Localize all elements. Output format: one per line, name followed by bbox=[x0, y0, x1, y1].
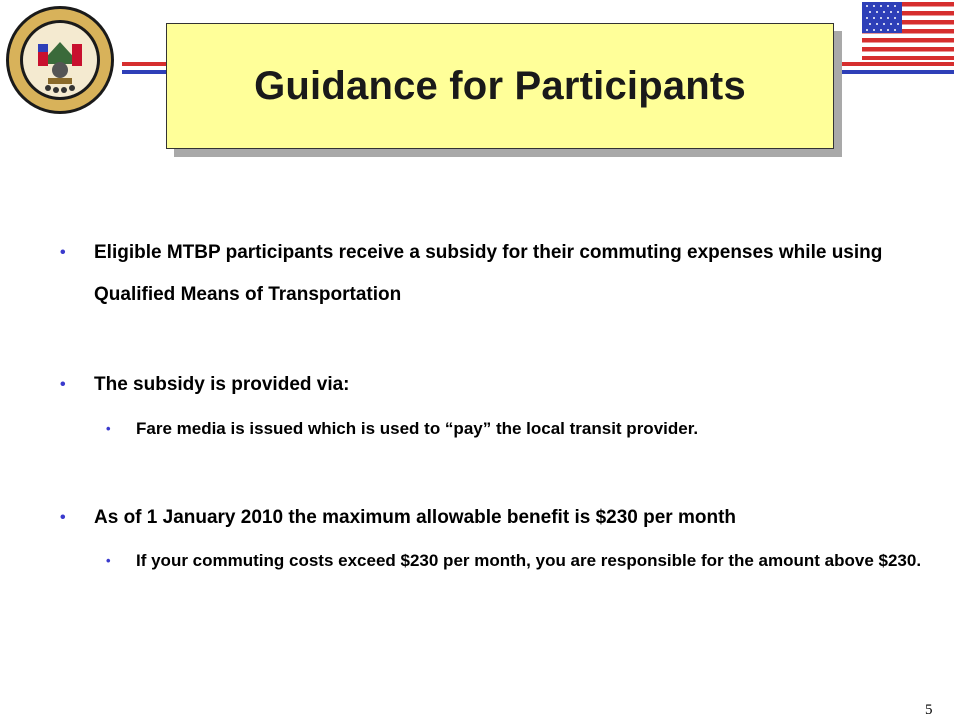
page-number: 5 bbox=[925, 702, 933, 718]
sub-bullet-dot-icon: • bbox=[106, 421, 111, 436]
bullet-dot-icon: • bbox=[60, 244, 66, 261]
sub-bullet-text: Fare media is issued which is used to “pay” the local transit provider. bbox=[136, 419, 699, 438]
bullet-dot-icon: • bbox=[60, 509, 66, 526]
header-stripe-red-right bbox=[840, 62, 954, 66]
bullet-item bbox=[60, 497, 920, 539]
sub-bullet-item bbox=[106, 411, 926, 447]
bullet-item bbox=[60, 232, 920, 322]
army-seal-icon bbox=[4, 4, 116, 116]
bullet-item bbox=[60, 364, 920, 406]
us-flag-icon bbox=[862, 2, 954, 60]
sub-bullet-item bbox=[106, 542, 926, 618]
header-stripe-red-left bbox=[122, 62, 170, 66]
title-box bbox=[166, 23, 834, 149]
bullet-text: Eligible MTBP participants receive a subsidy for their commuting expenses while using Qualified Means of Transportation bbox=[94, 242, 883, 305]
bullet-dot-icon: • bbox=[60, 376, 66, 393]
bullet-text: As of 1 January 2010 the maximum allowable benefit is $230 per month bbox=[94, 507, 737, 528]
slide-title: Guidance for Participants bbox=[254, 63, 746, 108]
sub-bullet-text: If your commuting costs exceed $230 per month, you are responsible for the amount above $230. bbox=[136, 551, 922, 570]
bullet-text: The subsidy is provided via: bbox=[94, 374, 350, 395]
header-stripe-blue-left bbox=[122, 70, 170, 74]
header-stripe-blue-right bbox=[840, 70, 954, 74]
sub-bullet-dot-icon: • bbox=[106, 553, 111, 568]
